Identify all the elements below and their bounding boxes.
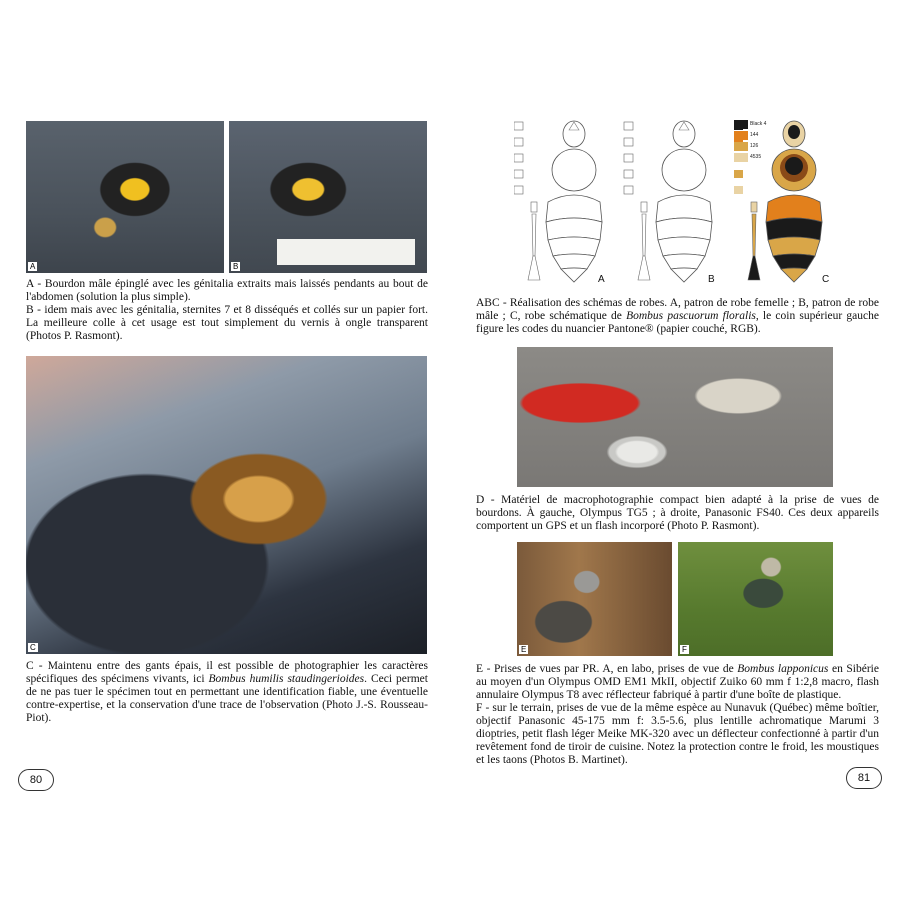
photo-c-live-bumblebee-on-glove [26, 356, 427, 654]
photo-f-field-photography [678, 542, 833, 656]
photo-b-dissected-bumblebee [229, 121, 427, 273]
pantone-swatch-legend [734, 120, 778, 164]
swatch-label: 144 [750, 132, 759, 138]
caption-b: B - idem mais avec les génitalia, sternites 7 et 8 disséqués et collés sur un papier fort. La meilleure colle à cet usage est tout simplement du vernis à ongle transparent (Photos P. Rasmont). [26, 304, 428, 342]
species-name: Bombus humilis staudingerioides [208, 673, 365, 685]
photo-letter: E [521, 645, 527, 654]
caption-f: F - sur le terrain, prises de vue de la même espèce au Nunavuk (Québec) même boîtier, objectif Panasonic 45-175 mm f: 3.5-5.6, plus lentille achromatique Marumi 3 dioptries, petit flash léger Meike MK-320 avec un déflecteur confectionné à partir d'un revêtement fond de tiroir de cuisine. Notez la protection contre le froid, les moustiques et les taons (Photos B. Martinet). [476, 702, 879, 766]
diagram-letter-c: C [822, 274, 830, 285]
diagram-letter-a: A [598, 274, 605, 285]
swatch-color [734, 131, 748, 140]
paper-card [277, 239, 415, 265]
photo-e-lab-photography [517, 542, 672, 656]
caption-c: C - Maintenu entre des gants épais, il est possible de photographier les caractères spécifiques des spécimens vivants, ici Bombus humilis staudingerioides. Ceci permet de ne pas tuer le spécimen tout en permettant une identification fiable, une éventuelle contre-expertise, et la conservation d'une trace de l'observation (Photo J.-S. Rousseau-Piot). [26, 660, 428, 724]
page-number-left: 80 [18, 769, 54, 791]
photo-a-pinned-bumblebee [26, 121, 224, 273]
right-page [450, 0, 900, 900]
photo-letter: A [30, 262, 36, 271]
photo-letter: B [233, 262, 239, 271]
diagram-letter-b: B [708, 274, 715, 285]
swatch-label: Black 4 [750, 121, 767, 127]
swatch-color [734, 153, 748, 162]
swatch-label: 126 [750, 143, 759, 149]
species-name: Bombus lapponicus [737, 663, 829, 675]
caption-d: D - Matériel de macrophotographie compact bien adapté à la prise de vues de bourdons. À gauche, Olympus TG5 ; à droite, Panasonic FS40. Ces deux appareils comportent un GPS et un flash incorporé (Photo P. Rasmont). [476, 494, 879, 532]
photo-letter: C [30, 643, 36, 652]
caption-a: A - Bourdon mâle épinglé avec les génitalia extraits mais laissés pendants au bout de l'abdomen (solution la plus simple). [26, 278, 428, 303]
photo-letter: F [682, 645, 687, 654]
photo-d-compact-cameras [517, 347, 833, 487]
caption-ab [26, 278, 428, 343]
species-name: Bombus pascuorum floralis [626, 310, 756, 322]
swatch-color [734, 120, 748, 129]
caption-ef: E - Prises de vues par PR. A, en labo, prises de vue de Bombus lapponicus en Sibérie au moyen d'un Olympus OMD EM1 MkII, objectif Zuiko 60 mm f 1:2,8 macro, flash annulaire Olympus T8 avec réflecteur fabriqué à partir d'une boîte de plastique. F - sur le terrain, prises de vue de la même espèce au Nunavuk (Québec) même boîtier, objectif Panasonic 45-175 mm f: 3.5-5.6, plus lentille achromatique Marumi 3 dioptries, petit flash léger Meike MK-320 avec un déflecteur confectionné à partir d'un revêtement fond de tiroir de cuisine. Notez la protection contre le froid, les moustiques et les taons (Photos B. Martinet). [476, 663, 879, 766]
swatch-color [734, 142, 748, 151]
bee-pattern-diagrams [514, 118, 888, 290]
pattern-a-female [514, 121, 605, 285]
pattern-b-male [624, 121, 715, 285]
page-number-right: 81 [846, 767, 882, 789]
caption-abc: ABC - Réalisation des schémas de robes. A, patron de robe femelle ; B, patron de robe mâle ; C, robe schématique de Bombus pascuorum floralis, le coin supérieur gauche figure les codes du nuancier Pantone® (papier couché, RGB). [476, 297, 879, 335]
swatch-label: 4535 [750, 154, 762, 160]
